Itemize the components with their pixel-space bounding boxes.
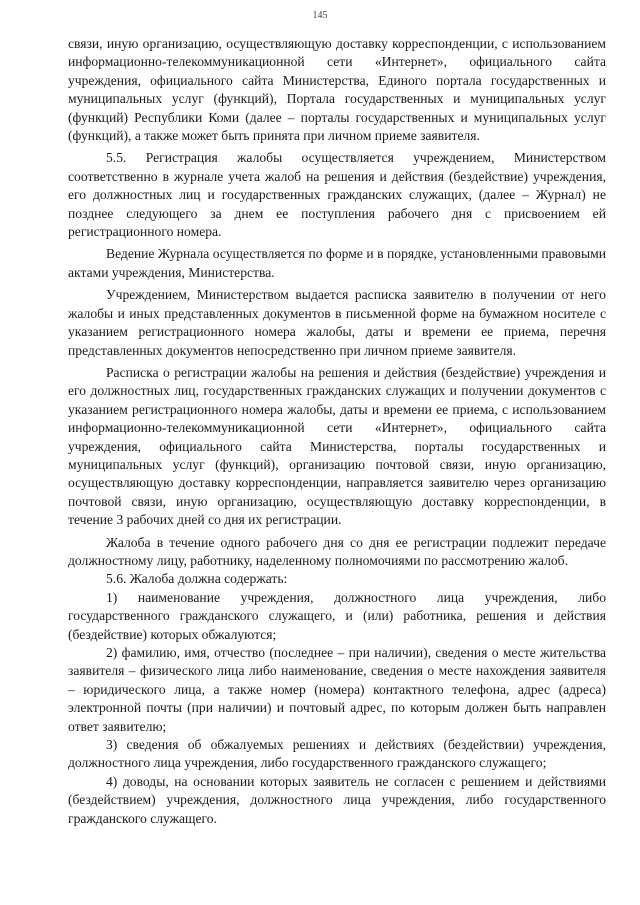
paragraph-transfer: Жалоба в течение одного рабочего дня со дня ее регистрации подлежит передаче должностному лицу, работнику, наделенному полномочиями по рассмотрению жалоб. [68,534,606,568]
paragraph-5-5: 5.5. Регистрация жалобы осуществляется учреждением, Министерством соответственно в журнале учета жалоб на решения и действия (бездействие) учреждения, его должностных лиц и государственных гражданских служащих, (далее – Журнал) не позднее следующего за днем ее поступления рабочего дня с присвоением ей регистрационного номера. [68,150,606,240]
list-item-3: 3) сведения об обжалуемых решениях и действиях (бездействии) учреждения, должностного лица учреждения, либо государственного гражданского служащего; [68,737,606,771]
list-item-2: 2) фамилию, имя, отчество (последнее – при наличии), сведения о месте жительства заявителя – физического лица либо наименование, сведения о месте нахождения заявителя – юридического лица, а также номер (номера) контактного телефона, адрес (адреса) электронной почты (при наличии) и почтовый адрес, по которым должен быть направлен ответ заявителю; [68,645,606,734]
page-number: 145 [312,10,328,21]
document-body [68,35,606,828]
paragraph-continuation: связи, иную организацию, осуществляющую доставку корреспонденции, с использованием информационно-телекоммуникационной сети «Интернет», официального сайта учреждения, официального сайта Министерства, Единого портала государственных и муниципальных услуг (функций), Портала государственных и муниципальных услуг (функций) Республики Коми (далее – порталы государственных и муниципальных услуг (функций), а также может быть принята при личном приеме заявителя. [68,36,606,144]
paragraph-receipt: Учреждением, Министерством выдается расписка заявителю в получении от него жалобы и иных представленных документов в письменной форме на бумажном носителе с указанием регистрационного номера жалобы, даты и времени ее приема, перечня представленных документов непосредственно при личном приеме заявителя. [68,287,606,358]
list-item-4: 4) доводы, на основании которых заявитель не согласен с решением и действиями (бездействием) учреждения, должностного лица учреждения, либо государственного гражданского служащего. [68,773,606,826]
paragraph-registration-receipt: Расписка о регистрации жалобы на решения и действия (бездействие) учреждения и его должностных лиц, государственных гражданских служащих и получении документов с указанием регистрационного номера жалобы, даты и времени ее приема, с использованием информационно-телекоммуникационной сети «Интернет», официального сайта учреждения, официального сайта Министерства, порталы государственных и муниципальных услуг (функций), организацию почтовой связи, иную организацию, осуществляющую доставку корреспонденции, направляется заявителю через организацию почтовой связи, иную организацию, осуществляющую доставку корреспонденции, в течение 3 рабочих дней со дня их регистрации. [68,364,606,528]
paragraph-journal: Ведение Журнала осуществляется по форме и в порядке, установленными правовыми актами учреждения, Министерства. [68,246,606,280]
list-item-1: 1) наименование учреждения, должностного лица учреждения, либо государственного гражданского служащего, и (или) работника, решения и действия (бездействие) которых обжалуются; [68,589,606,642]
paragraph-5-6: 5.6. Жалоба должна содержать: [106,571,288,587]
